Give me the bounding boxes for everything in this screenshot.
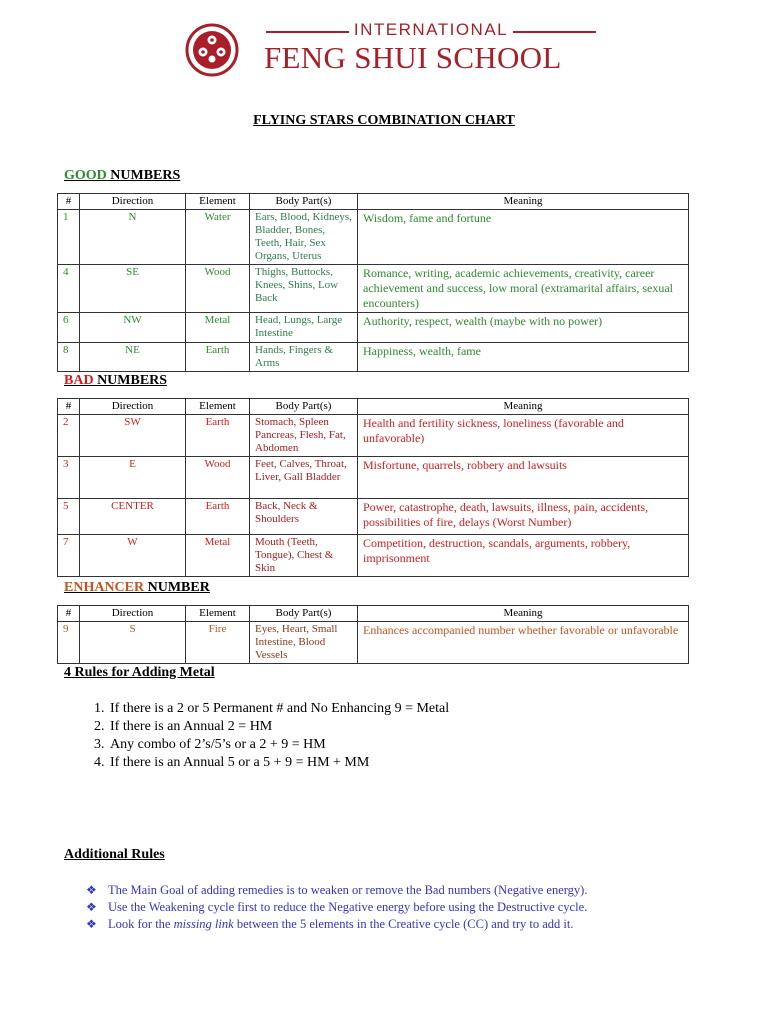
cell-body: Stomach, Spleen Pancreas, Flesh, Fat, Abdomen <box>250 415 358 457</box>
col-header-element: Element <box>186 399 250 415</box>
cell-meaning: Authority, respect, wealth (maybe with no power) <box>358 313 689 343</box>
good-numbers-heading: GOOD NUMBERS <box>64 168 181 183</box>
cell-meaning: Romance, writing, academic achievements, creativity, career achievement and success, low moral (extramarital affairs, sexual encounters) <box>358 265 689 313</box>
metal-rules-list <box>88 700 449 772</box>
col-header-direction: Direction <box>80 194 186 210</box>
cell-element: Wood <box>186 457 250 499</box>
cell-meaning: Happiness, wealth, fame <box>358 343 689 372</box>
cell-element: Metal <box>186 313 250 343</box>
cell-body: Feet, Calves, Throat, Liver, Gall Bladder <box>250 457 358 499</box>
col-header-meaning: Meaning <box>358 606 689 622</box>
table-row <box>58 415 689 457</box>
cell-direction: CENTER <box>80 499 186 535</box>
list-item: 2. If there is an Annual 2 = HM <box>108 718 449 736</box>
feng-shui-compass-logo <box>184 22 240 78</box>
list-item: 4. If there is an Annual 5 or a 5 + 9 = HM + MM <box>108 754 449 772</box>
enhancer-number-heading: ENHANCER NUMBER <box>64 580 210 595</box>
cell-num: 4 <box>58 265 80 313</box>
cell-meaning: Health and fertility sickness, loneliness (favorable and unfavorable) <box>358 415 689 457</box>
col-header-num: # <box>58 194 80 210</box>
cell-meaning: Competition, destruction, scandals, arguments, robbery, imprisonment <box>358 535 689 577</box>
cell-meaning: Enhances accompanied number whether favorable or unfavorable <box>358 622 689 664</box>
cell-body: Head, Lungs, Large Intestine <box>250 313 358 343</box>
enhancer-number-table <box>57 605 689 664</box>
list-item: ❖ Use the Weakening cycle first to reduce the Negative energy before using the Destructive cycle. <box>86 900 588 914</box>
table-row <box>58 535 689 577</box>
cell-direction: E <box>80 457 186 499</box>
good-numbers-table <box>57 193 689 372</box>
cell-num: 2 <box>58 415 80 457</box>
cell-body: Hands, Fingers & Arms <box>250 343 358 372</box>
cell-element: Wood <box>186 265 250 313</box>
table-header-row <box>58 194 689 210</box>
cell-num: 9 <box>58 622 80 664</box>
bad-numbers-heading: BAD NUMBERS <box>64 373 168 388</box>
table-row <box>58 499 689 535</box>
list-item: ❖ Look for the missing link between the 5 elements in the Creative cycle (CC) and try to add it. <box>86 917 574 931</box>
table-row <box>58 343 689 372</box>
cell-body: Back, Neck & Shoulders <box>250 499 358 535</box>
additional-rules-heading: Additional Rules <box>64 847 165 862</box>
metal-rules-heading: 4 Rules for Adding Metal <box>64 665 215 680</box>
cell-body: Mouth (Teeth, Tongue), Chest & Skin <box>250 535 358 577</box>
list-item: 3. Any combo of 2’s/5’s or a 2 + 9 = HM <box>108 736 449 754</box>
table-row <box>58 313 689 343</box>
table-header-row <box>58 606 689 622</box>
cell-num: 3 <box>58 457 80 499</box>
cell-direction: W <box>80 535 186 577</box>
cell-direction: S <box>80 622 186 664</box>
cell-element: Earth <box>186 343 250 372</box>
cell-body: Eyes, Heart, Small Intestine, Blood Vessels <box>250 622 358 664</box>
org-main-label: FENG SHUI SCHOOL <box>264 40 562 75</box>
additional-rules-list <box>86 882 587 933</box>
cell-num: 8 <box>58 343 80 372</box>
diamond-bullet-icon: ❖ <box>86 917 97 931</box>
header <box>180 18 600 82</box>
col-header-meaning: Meaning <box>358 399 689 415</box>
cell-element: Earth <box>186 499 250 535</box>
cell-num: 6 <box>58 313 80 343</box>
col-header-body: Body Part(s) <box>250 606 358 622</box>
col-header-element: Element <box>186 606 250 622</box>
list-item: ❖ The Main Goal of adding remedies is to weaken or remove the Bad numbers (Negative energy). <box>86 883 588 897</box>
cell-meaning: Wisdom, fame and fortune <box>358 210 689 265</box>
cell-meaning: Power, catastrophe, death, lawsuits, illness, pain, accidents, possibilities of fire, delays (Worst Number) <box>358 499 689 535</box>
cell-element: Fire <box>186 622 250 664</box>
table-row <box>58 210 689 265</box>
org-top-label: INTERNATIONAL <box>266 20 596 40</box>
cell-num: 1 <box>58 210 80 265</box>
col-header-num: # <box>58 399 80 415</box>
col-header-element: Element <box>186 194 250 210</box>
emphasis-missing-link: missing link <box>173 917 234 931</box>
cell-meaning: Misfortune, quarrels, robbery and lawsuits <box>358 457 689 499</box>
bad-numbers-table <box>57 398 689 577</box>
cell-num: 5 <box>58 499 80 535</box>
col-header-direction: Direction <box>80 606 186 622</box>
cell-element: Metal <box>186 535 250 577</box>
cell-direction: SE <box>80 265 186 313</box>
col-header-direction: Direction <box>80 399 186 415</box>
table-row <box>58 622 689 664</box>
table-row <box>58 265 689 313</box>
cell-element: Earth <box>186 415 250 457</box>
cell-direction: NE <box>80 343 186 372</box>
table-header-row <box>58 399 689 415</box>
cell-element: Water <box>186 210 250 265</box>
col-header-meaning: Meaning <box>358 194 689 210</box>
cell-direction: NW <box>80 313 186 343</box>
cell-body: Thighs, Buttocks, Knees, Shins, Low Back <box>250 265 358 313</box>
table-row <box>58 457 689 499</box>
cell-direction: SW <box>80 415 186 457</box>
cell-direction: N <box>80 210 186 265</box>
document-title: FLYING STARS COMBINATION CHART <box>253 113 515 128</box>
col-header-num: # <box>58 606 80 622</box>
cell-num: 7 <box>58 535 80 577</box>
diamond-bullet-icon: ❖ <box>86 900 97 914</box>
col-header-body: Body Part(s) <box>250 399 358 415</box>
list-item: 1. If there is a 2 or 5 Permanent # and No Enhancing 9 = Metal <box>108 700 449 718</box>
cell-body: Ears, Blood, Kidneys, Bladder, Bones, Teeth, Hair, Sex Organs, Uterus <box>250 210 358 265</box>
diamond-bullet-icon: ❖ <box>86 883 97 897</box>
col-header-body: Body Part(s) <box>250 194 358 210</box>
